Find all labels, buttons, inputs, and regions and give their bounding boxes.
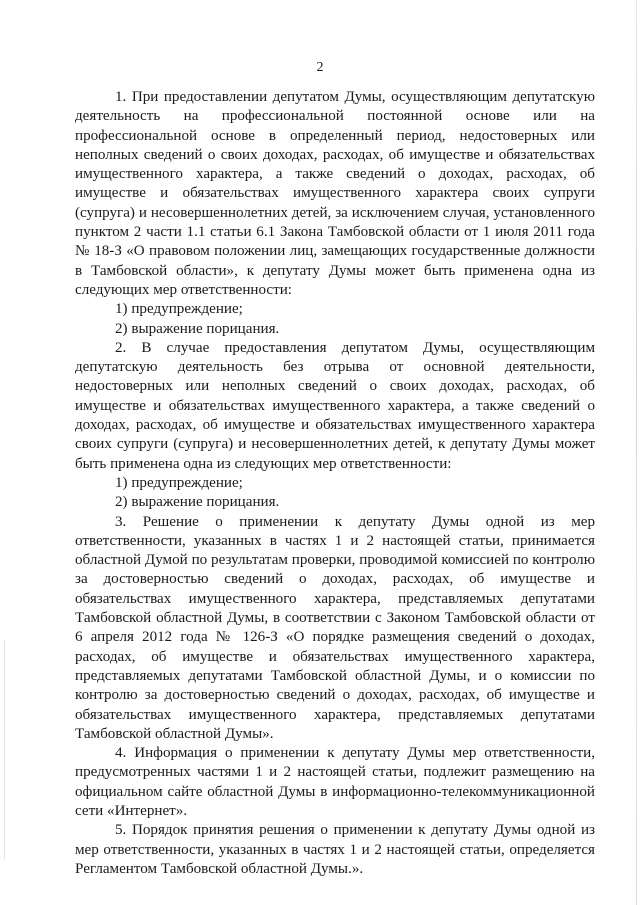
page-number: 2	[316, 60, 324, 75]
paragraph-part-1: 1. При предоставлении депутатом Думы, осуществляющим депутатскую деятельность на профессиональной постоянной основе или на профессиональной основе в определенный период, недостоверных или неполных сведений о своих доходах, расходах, об имуществе и обязательствах имущественного характера, а также сведений о доходах, расходах, об имуществе и обязательствах имущественного характера своих супруги (супруга) и несовершеннолетних детей, за исключением случая, установленного пунктом 2 части 1.1 статьи 6.1 Закона Тамбовской области от 1 июля 2011 года № 18-З «О правовом положении лиц, замещающих государственные должности в Тамбовской области», к депутату Думы может быть применена одна из следующих мер ответственности:	[75, 89, 595, 298]
paragraph-part-3: 3. Решение о применении к депутату Думы одной из мер ответственности, указанных в частях 1 и 2 настоящей статьи, принимается областной Думой по результатам проверки, проводимой комиссией по контролю за достоверностью сведений о доходах, расходах, об имуществе и обязательствах имущественного характера, представляемых депутатами Тамбовской областной Думы, в соответствии с Законом Тамбовской области от 6 апреля 2012 года № 126-З «О порядке размещения сведений о доходах, расходах, об имуществе и обязательствах имущественного характера, представляемых депутатами Тамбовской областной Думы, и о комиссии по контролю за достоверностью сведений о доходах, расходах, об имуществе и обязательствах имущественного характера, представляемых депутатами Тамбовской областной Думы».	[75, 513, 595, 742]
document-body	[75, 88, 595, 879]
list-item: 1) предупреждение;	[115, 301, 243, 318]
list-item: 2) выражение порицания.	[115, 320, 280, 337]
scan-edge-artifact	[636, 0, 637, 905]
paragraph-part-2: 2. В случае предоставления депутатом Думы, осуществляющим депутатскую деятельность без отрыва от основной деятельности, недостоверных или неполных сведений о своих доходах, расходах, об имуществе и обязательствах имущественного характера, а также сведений о доходах, расходах, об имуществе и обязательствах имущественного характера своих супруги (супруга) и несовершеннолетних детей, к депутату Думы может быть применена одна из следующих мер ответственности:	[75, 339, 595, 472]
list-item: 1) предупреждение;	[115, 474, 243, 491]
scan-edge-artifact	[4, 640, 5, 860]
paragraph-part-4: 4. Информация о применении к депутату Думы мер ответственности, предусмотренных частями 1 и 2 настоящей статьи, подлежит размещению на официальном сайте областной Думы в информационно-телекоммуникационной сети «Интернет».	[75, 745, 595, 819]
list-item: 2) выражение порицания.	[115, 494, 280, 511]
paragraph-part-5: 5. Порядок принятия решения о применении к депутату Думы одной из мер ответственности, указанных в частях 1 и 2 настоящей статьи, определяется Регламентом Тамбовской областной Думы.».	[75, 822, 595, 877]
